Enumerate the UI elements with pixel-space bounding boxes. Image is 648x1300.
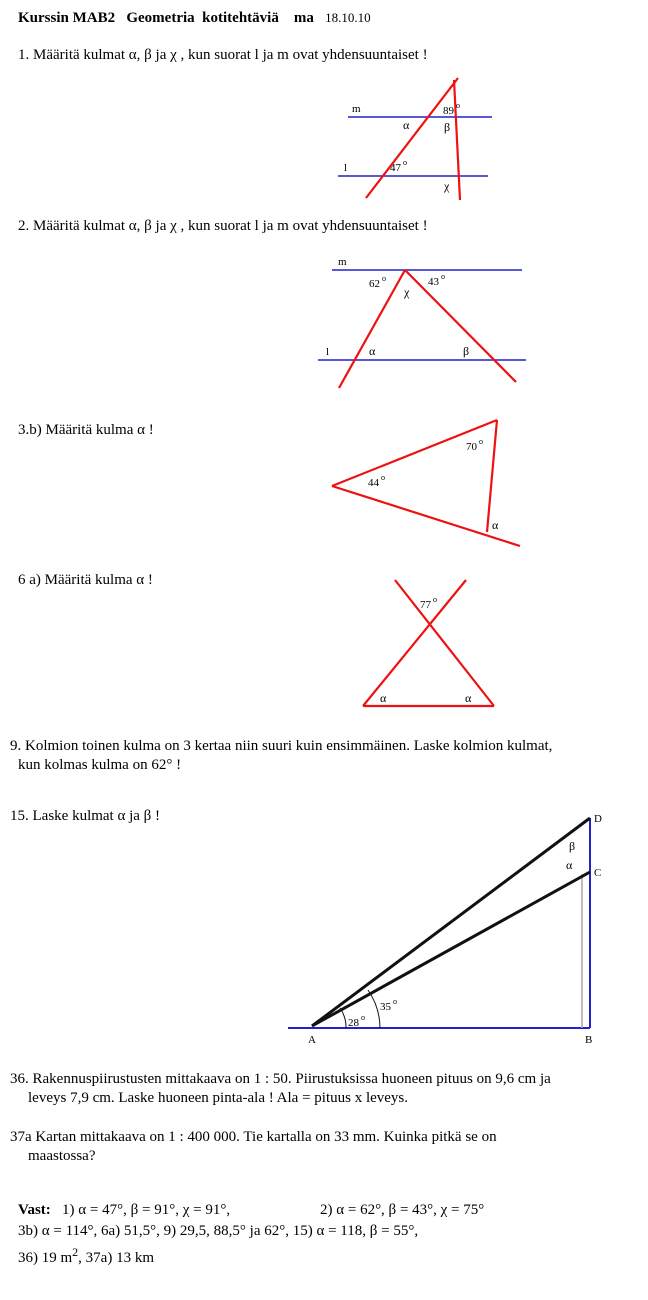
task-1-text: 1. Määritä kulmat α, β ja χ , kun suorat l ja m ovat yhdensuuntaiset ! bbox=[18, 47, 428, 63]
header-title: Geometria bbox=[126, 10, 195, 26]
fig3-angle-44: 44 bbox=[368, 477, 379, 489]
task-36-line-1: 36. Rakennuspiirustusten mittakaava on 1 : 50. Piirustuksissa huoneen pituus on 9,6 cm ja bbox=[10, 1071, 551, 1087]
fig2-angle-62: 62 bbox=[369, 278, 380, 290]
answers-label: Vast: bbox=[18, 1202, 51, 1218]
fig1-label-l: l bbox=[344, 162, 348, 174]
fig3-angle-70: 70 bbox=[466, 441, 477, 453]
fig15-label-B: B bbox=[585, 1034, 593, 1046]
fig2-degree-62: o bbox=[382, 274, 386, 283]
fig1-angle-89: 89 bbox=[443, 105, 454, 117]
fig2-chi: χ bbox=[404, 285, 410, 299]
task-9-line-2: kun kolmas kulma on 62° ! bbox=[18, 757, 182, 773]
fig1-label-m: m bbox=[352, 103, 361, 115]
course-name: Kurssin MAB2 bbox=[18, 10, 116, 26]
answers-2: 2) α = 62°, β = 43°, χ = 75° bbox=[320, 1202, 485, 1218]
fig6-angle-77: 77 bbox=[420, 599, 431, 611]
task-36-line-2: leveys 7,9 cm. Laske huoneen pinta-ala ! Ala = pituus x leveys. bbox=[28, 1090, 409, 1106]
fig6-alpha-left: α bbox=[380, 691, 387, 705]
task-15-text: 15. Laske kulmat α ja β ! bbox=[10, 808, 161, 824]
fig15-degree-28: o bbox=[361, 1013, 365, 1022]
fig15-beta: β bbox=[569, 839, 576, 853]
task-37a-line-1: 37a Kartan mittakaava on 1 : 400 000. Tie kartalla on 33 mm. Kuinka pitkä se on bbox=[10, 1129, 497, 1145]
fig3-degree-70: o bbox=[479, 437, 483, 446]
task-37a-line-2: maastossa? bbox=[28, 1148, 96, 1164]
fig15-degree-35: o bbox=[393, 997, 397, 1006]
answers-1: 1) α = 47°, β = 91°, χ = 91°, bbox=[62, 1202, 231, 1218]
fig15-angle-35: 35 bbox=[380, 1001, 391, 1013]
fig1-angle-47: 47 bbox=[390, 162, 401, 174]
fig2-label-l: l bbox=[326, 346, 330, 358]
answers-37a: , 37a) 13 km bbox=[78, 1250, 154, 1266]
fig2-degree-43: o bbox=[441, 272, 445, 281]
fig15-label-D: D bbox=[594, 813, 602, 825]
fig1-degree-47: o bbox=[403, 158, 407, 167]
answers-36-exponent: 2 bbox=[72, 1245, 79, 1259]
fig2-label-m: m bbox=[338, 256, 347, 268]
fig2-angle-43: 43 bbox=[428, 276, 439, 288]
fig1-alpha: α bbox=[403, 118, 410, 132]
fig6-degree-77: o bbox=[433, 595, 437, 604]
fig1-chi: χ bbox=[444, 179, 450, 193]
task-2-text: 2. Määritä kulmat α, β ja χ , kun suorat l ja m ovat yhdensuuntaiset ! bbox=[18, 218, 428, 234]
fig2-beta: β bbox=[463, 344, 470, 358]
header-day: ma bbox=[293, 10, 314, 26]
answers-line-2: 3b) α = 114°, 6a) 51,5°, 9) 29,5, 88,5° ja 62°, 15) α = 118, β = 55°, bbox=[18, 1223, 419, 1239]
answers-line-3 bbox=[18, 1245, 154, 1267]
fig15-alpha: α bbox=[566, 858, 573, 872]
fig2-alpha: α bbox=[369, 344, 376, 358]
header-date: 18.10.10 bbox=[325, 10, 371, 25]
fig15-angle-28: 28 bbox=[348, 1017, 359, 1029]
task-6a-text: 6 a) Määritä kulma α ! bbox=[18, 572, 153, 588]
fig15-label-C: C bbox=[594, 867, 602, 879]
answers-36: 36) 19 m bbox=[18, 1250, 73, 1266]
header-subtitle: kotitehtäviä bbox=[202, 10, 279, 26]
fig15-label-A: A bbox=[308, 1034, 316, 1046]
fig3-degree-44: o bbox=[381, 473, 385, 482]
answers-line-1 bbox=[18, 1202, 230, 1219]
fig3-alpha: α bbox=[492, 518, 499, 532]
task-3b-text: 3.b) Määritä kulma α ! bbox=[18, 422, 154, 438]
task-9-line-1: 9. Kolmion toinen kulma on 3 kertaa niin suuri kuin ensimmäinen. Laske kolmion kulmat, bbox=[10, 738, 553, 754]
fig1-beta: β bbox=[444, 120, 451, 134]
fig6-alpha-right: α bbox=[465, 691, 472, 705]
fig1-degree-89: o bbox=[456, 101, 460, 110]
